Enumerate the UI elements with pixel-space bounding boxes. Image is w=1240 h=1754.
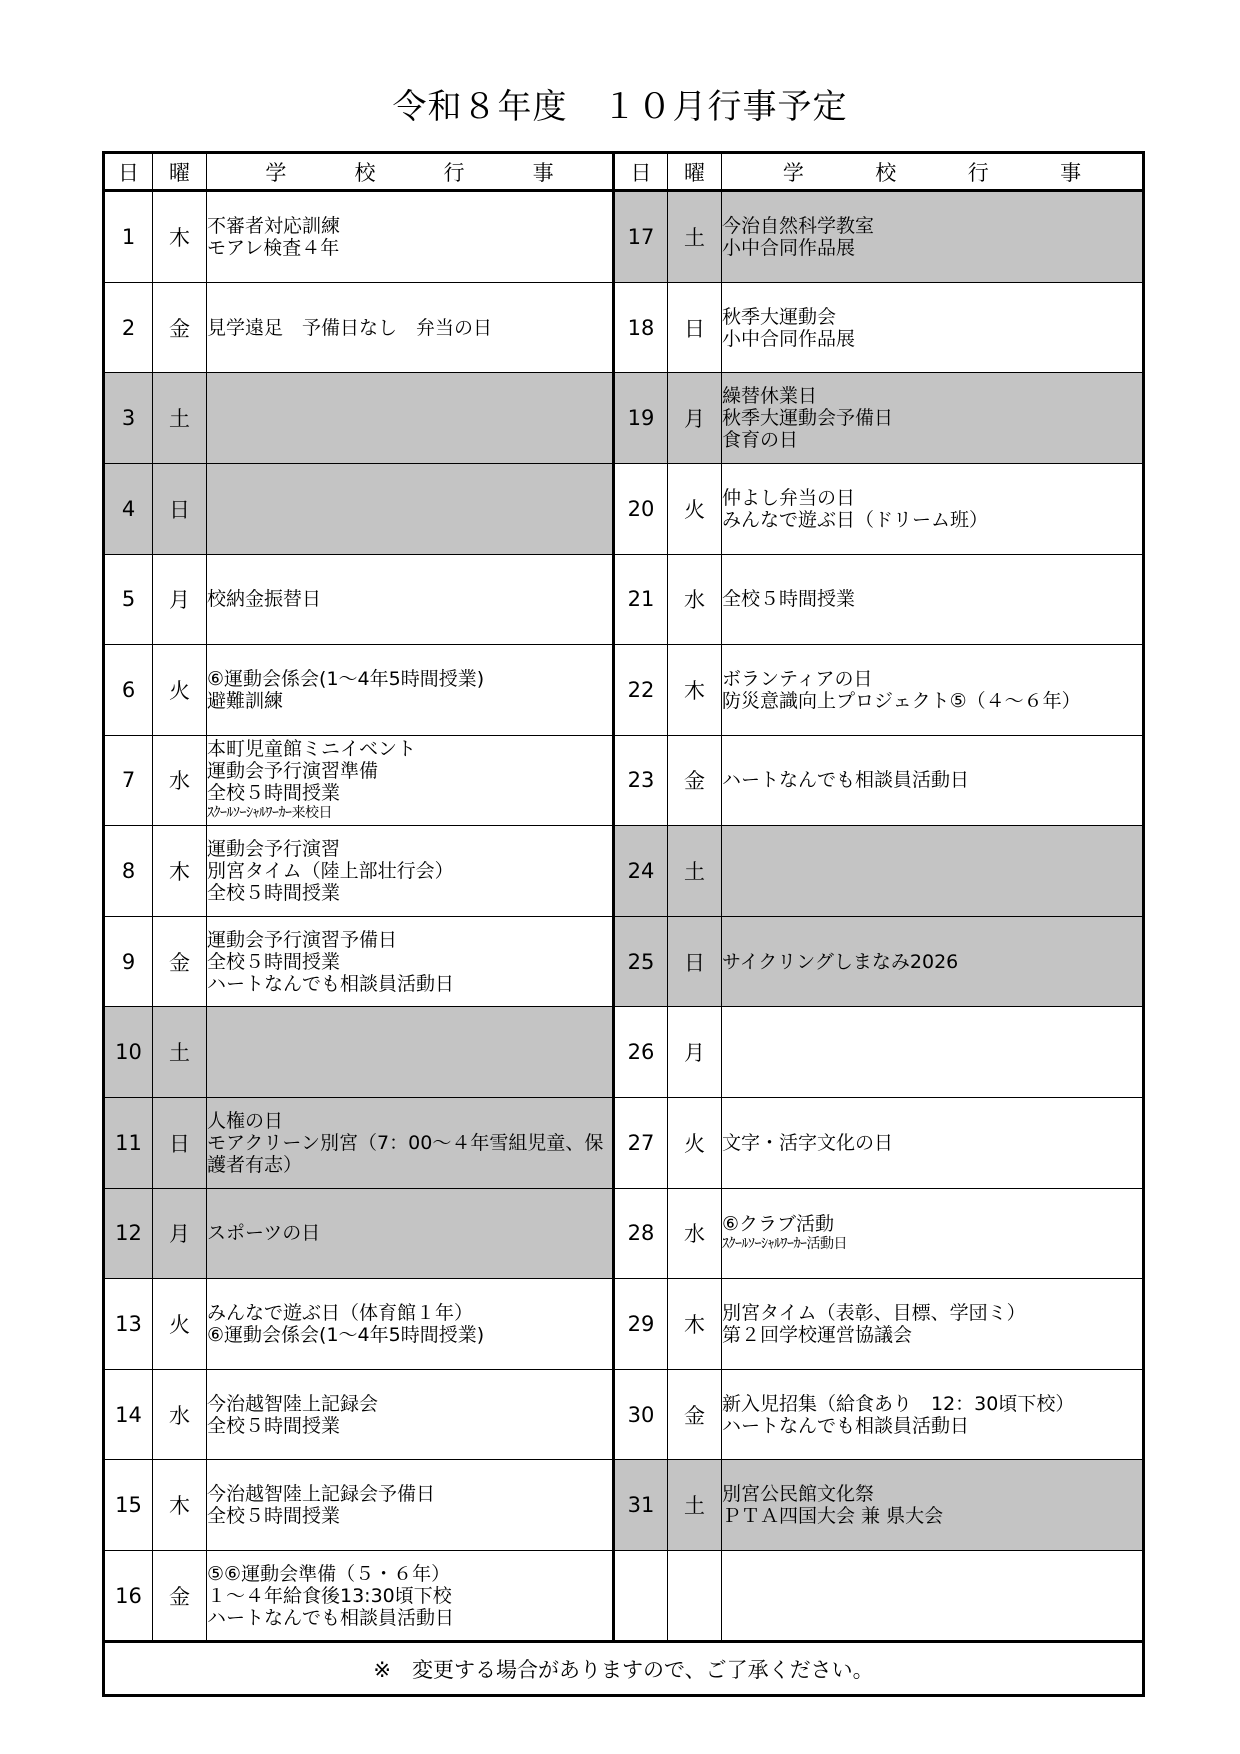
footer-row — [104, 1642, 1144, 1696]
day-of-week: 月 — [153, 1188, 207, 1279]
day-number: 17 — [614, 191, 668, 283]
events-cell — [722, 1007, 1144, 1098]
header-dow: 曜 — [668, 153, 722, 191]
day-of-week: 金 — [668, 1369, 722, 1460]
header-events-char: 事 — [532, 160, 554, 185]
day-number: 18 — [614, 282, 668, 373]
day-of-week: 金 — [153, 282, 207, 373]
day-of-week: 土 — [153, 373, 207, 464]
event-line: 運動会予行演習予備日 — [207, 928, 398, 951]
event-line: 全校５時間授業 — [722, 588, 856, 611]
day-of-week: 水 — [668, 1188, 722, 1279]
events-cell — [722, 282, 1144, 373]
events-cell — [722, 1550, 1144, 1642]
table-row — [104, 1007, 1144, 1098]
event-line: 運動会予行演習 — [207, 838, 341, 861]
event-line: 今治越智陸上記録会予備日 — [207, 1483, 436, 1506]
event-line: 繰替休業日 — [722, 385, 818, 408]
events-cell — [207, 463, 614, 554]
event-line: ⑥クラブ活動 — [722, 1212, 835, 1235]
day-number: 6 — [104, 645, 153, 736]
table-row — [104, 282, 1144, 373]
day-of-week: 金 — [668, 735, 722, 826]
table-row — [104, 463, 1144, 554]
event-line: ⑤⑥運動会準備（５・６年） — [207, 1562, 451, 1585]
event-line: 文字・活字文化の日 — [722, 1131, 894, 1154]
table-row — [104, 1369, 1144, 1460]
events-cell — [722, 735, 1144, 826]
day-of-week: 日 — [153, 1098, 207, 1189]
event-line: 全校５時間授業 — [207, 882, 341, 905]
event-line: 仲よし弁当の日 — [722, 486, 856, 509]
day-of-week: 火 — [153, 1279, 207, 1370]
events-cell — [207, 373, 614, 464]
event-line: 防災意識向上プロジェクト⑤（４～６年） — [722, 689, 1081, 712]
day-number: 7 — [104, 735, 153, 826]
table-row — [104, 1279, 1144, 1370]
day-of-week: 月 — [153, 554, 207, 645]
day-of-week: 火 — [668, 463, 722, 554]
footer-note: ※ 変更する場合がありますので、ご了承ください。 — [104, 1642, 1144, 1696]
events-cell — [207, 1007, 614, 1098]
table-row — [104, 826, 1144, 917]
events-cell — [722, 645, 1144, 736]
day-number: 15 — [104, 1460, 153, 1551]
day-of-week: 金 — [153, 916, 207, 1007]
event-line: 本町児童館ミニイベント — [207, 737, 417, 760]
event-line: 全校５時間授業 — [207, 950, 341, 973]
day-number: 19 — [614, 373, 668, 464]
event-line: 新入児招集（給食あり 12：30頃下校） — [722, 1392, 1075, 1415]
day-number: 8 — [104, 826, 153, 917]
events-cell — [722, 1188, 1144, 1279]
events-cell — [207, 1369, 614, 1460]
events-cell — [207, 554, 614, 645]
table-row — [104, 645, 1144, 736]
day-number: 3 — [104, 373, 153, 464]
events-cell — [722, 1279, 1144, 1370]
event-line: 人権の日 — [207, 1109, 284, 1132]
table-row — [104, 373, 1144, 464]
event-line: 今治越智陸上記録会 — [207, 1392, 379, 1415]
event-line: ＰＴＡ四国大会 兼 県大会 — [722, 1505, 944, 1528]
event-line: 運動会予行演習準備 — [207, 759, 379, 782]
header-row — [104, 153, 1144, 191]
schedule-table — [102, 151, 1145, 1697]
day-number: 21 — [614, 554, 668, 645]
day-of-week: 水 — [153, 1369, 207, 1460]
event-line: ハートなんでも相談員活動日 — [722, 1414, 970, 1437]
event-line: 見学遠足 予備日なし 弁当の日 — [207, 316, 493, 339]
events-cell — [722, 1369, 1144, 1460]
event-line: 別宮タイム（陸上部壮行会） — [207, 860, 454, 883]
day-of-week: 木 — [668, 1279, 722, 1370]
table-row — [104, 1460, 1144, 1551]
day-of-week: 水 — [668, 554, 722, 645]
day-number: 20 — [614, 463, 668, 554]
table-row — [104, 1098, 1144, 1189]
day-number: 26 — [614, 1007, 668, 1098]
event-line: モアクリーン別宮（7：00～４年雪組児童、保護者有志） — [207, 1131, 604, 1176]
day-number: 9 — [104, 916, 153, 1007]
day-number: 28 — [614, 1188, 668, 1279]
event-line: みんなで遊ぶ日（体育館１年） — [207, 1301, 474, 1324]
event-line: ハートなんでも相談員活動日 — [207, 972, 455, 995]
event-line: 第２回学校運営協議会 — [722, 1323, 913, 1346]
header-dow: 曜 — [153, 153, 207, 191]
event-line: 別宮公民館文化祭 — [722, 1483, 875, 1506]
event-line: 小中合同作品展 — [722, 327, 856, 350]
table-row — [104, 916, 1144, 1007]
day-number: 4 — [104, 463, 153, 554]
day-number: 29 — [614, 1279, 668, 1370]
day-of-week: 木 — [153, 1460, 207, 1551]
day-of-week: 日 — [668, 916, 722, 1007]
event-line: 小中合同作品展 — [722, 237, 856, 260]
day-number: 22 — [614, 645, 668, 736]
page-title: 令和８年度 １０月行事予定 — [392, 87, 848, 127]
header-events — [722, 153, 1144, 191]
event-line: 不審者対応訓練 — [207, 215, 341, 238]
day-of-week: 木 — [668, 645, 722, 736]
events-cell — [722, 463, 1144, 554]
day-of-week — [668, 1550, 722, 1642]
events-cell — [207, 1550, 614, 1642]
day-of-week: 土 — [153, 1007, 207, 1098]
day-of-week: 土 — [668, 191, 722, 283]
day-number: 31 — [614, 1460, 668, 1551]
events-cell — [207, 826, 614, 917]
event-line: モアレ検査４年 — [207, 237, 340, 260]
day-number — [614, 1550, 668, 1642]
event-line: サイクリングしまなみ2026 — [722, 950, 959, 973]
events-cell — [722, 554, 1144, 645]
day-of-week: 日 — [153, 463, 207, 554]
header-events-char: 校 — [875, 160, 897, 185]
event-line: 全校５時間授業 — [207, 781, 341, 804]
table-row — [104, 191, 1144, 283]
events-cell — [722, 826, 1144, 917]
events-cell — [207, 916, 614, 1007]
day-number: 5 — [104, 554, 153, 645]
day-of-week: 水 — [153, 735, 207, 826]
day-number: 2 — [104, 282, 153, 373]
event-line: 校納金振替日 — [207, 588, 322, 611]
day-of-week: 土 — [668, 826, 722, 917]
day-of-week: 月 — [668, 1007, 722, 1098]
events-cell — [722, 916, 1144, 1007]
event-line: 秋季大運動会 — [722, 305, 837, 328]
day-of-week: 火 — [668, 1098, 722, 1189]
day-of-week: 日 — [668, 282, 722, 373]
events-cell — [207, 1098, 614, 1189]
day-of-week: 月 — [668, 373, 722, 464]
header-events-char: 行 — [967, 160, 989, 185]
header-day: 日 — [104, 153, 153, 191]
header-events-char: 校 — [354, 160, 376, 185]
table-row — [104, 735, 1144, 826]
table-row — [104, 554, 1144, 645]
day-number: 1 — [104, 191, 153, 283]
day-of-week: 火 — [153, 645, 207, 736]
events-cell — [207, 1279, 614, 1370]
event-line: 避難訓練 — [207, 689, 284, 712]
event-line: 全校５時間授業 — [207, 1414, 341, 1437]
table-row — [104, 1188, 1144, 1279]
event-line: ⑥運動会係会(1～4年5時間授業) — [207, 667, 485, 690]
event-line: １～４年給食後13:30頃下校 — [207, 1584, 452, 1607]
day-number: 16 — [104, 1550, 153, 1642]
header-events-char: 事 — [1060, 160, 1082, 185]
events-cell — [207, 735, 614, 826]
day-number: 11 — [104, 1098, 153, 1189]
events-cell — [207, 282, 614, 373]
event-line: 全校５時間授業 — [207, 1505, 341, 1528]
header-events-char: 行 — [443, 160, 465, 185]
day-number: 12 — [104, 1188, 153, 1279]
day-number: 23 — [614, 735, 668, 826]
event-line: ハートなんでも相談員活動日 — [207, 1606, 455, 1629]
day-number: 14 — [104, 1369, 153, 1460]
events-cell — [722, 1098, 1144, 1189]
event-line: 秋季大運動会予備日 — [722, 407, 894, 430]
event-line: ⑥運動会係会(1～4年5時間授業) — [207, 1323, 485, 1346]
day-number: 13 — [104, 1279, 153, 1370]
table-row — [104, 1550, 1144, 1642]
events-cell — [207, 191, 614, 283]
event-line: スポーツの日 — [207, 1222, 321, 1245]
day-number: 10 — [104, 1007, 153, 1098]
day-number: 25 — [614, 916, 668, 1007]
day-number: 24 — [614, 826, 668, 917]
event-line: 今治自然科学教室 — [722, 215, 875, 238]
event-line: ｽｸｰﾙｿｰｼｬﾙﾜｰｶｰ活動日 — [722, 1235, 847, 1252]
event-line: 別宮タイム（表彰、目標、学団ミ） — [722, 1301, 1026, 1324]
header-day: 日 — [614, 153, 668, 191]
events-cell — [722, 191, 1144, 283]
event-line: 食育の日 — [722, 429, 799, 452]
day-of-week: 金 — [153, 1550, 207, 1642]
events-cell — [722, 1460, 1144, 1551]
day-of-week: 木 — [153, 826, 207, 917]
event-line: ｽｸｰﾙｿｰｼｬﾙﾜｰｶｰ来校日 — [207, 804, 332, 821]
header-events-char: 学 — [782, 160, 804, 185]
events-cell — [722, 373, 1144, 464]
events-cell — [207, 645, 614, 736]
events-cell — [207, 1460, 614, 1551]
event-line: みんなで遊ぶ日（ドリーム班） — [722, 508, 989, 531]
header-events — [207, 153, 614, 191]
header-events-char: 学 — [265, 160, 287, 185]
event-line: ボランティアの日 — [722, 667, 873, 690]
events-cell — [207, 1188, 614, 1279]
day-number: 30 — [614, 1369, 668, 1460]
day-of-week: 木 — [153, 191, 207, 283]
day-of-week: 土 — [668, 1460, 722, 1551]
event-line: ハートなんでも相談員活動日 — [722, 769, 970, 792]
day-number: 27 — [614, 1098, 668, 1189]
